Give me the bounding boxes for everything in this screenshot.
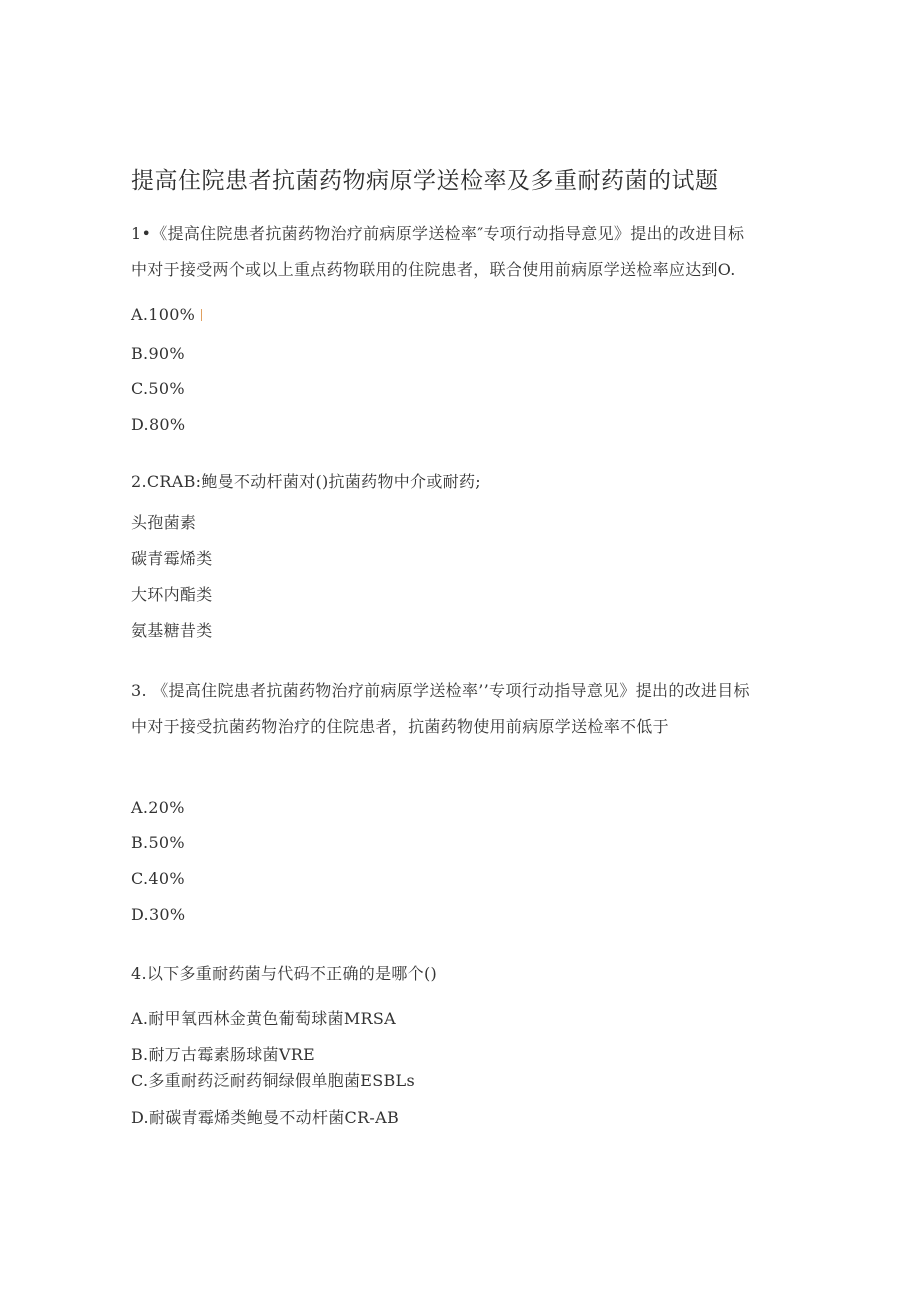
question-3-option-b: B.50%	[131, 833, 185, 852]
question-1-text-line-1: 1•《提高住院患者抗菌药物治疗前病原学送检率″专项行动指导意见》提出的改进目标	[131, 224, 745, 243]
question-3-text-line-2: 中对于接受抗菌药物治疗的住院患者，抗菌药物使用前病原学送检率不低于	[131, 717, 669, 736]
question-1-text-line-2: 中对于接受两个或以上重点药物联用的住院患者，联合使用前病原学送检率应达到O.	[131, 260, 736, 279]
question-3-option-a: A.20%	[131, 798, 185, 817]
question-1-option-b: B.90%	[131, 344, 185, 363]
question-3-text-line-1: 3. 《提高住院患者抗菌药物治疗前病原学送检率’’专项行动指导意见》提出的改进目标	[131, 681, 750, 700]
document-title: 提高住院患者抗菌药物病原学送检率及多重耐药菌的试题	[131, 168, 719, 194]
question-4-option-b: B.耐万古霉素肠球菌VRE	[131, 1045, 316, 1064]
question-2-option-2: 碳青霉烯类	[131, 549, 213, 568]
question-4-option-c: C.多重耐药泛耐药铜绿假单胞菌ESBLs	[131, 1071, 415, 1090]
question-4-option-d: D.耐碳青霉烯类鲍曼不动杆菌CR-AB	[131, 1108, 400, 1127]
question-1-option-a	[131, 305, 202, 325]
question-4-option-a: A.耐甲氧西林金黄色葡萄球菌MRSA	[131, 1009, 396, 1028]
text-cursor-mark	[201, 309, 202, 321]
question-1-option-c: C.50%	[131, 379, 185, 398]
question-2-option-4: 氨基糖昔类	[131, 621, 213, 640]
question-4-text-line-1: 4.以下多重耐药菌与代码不正确的是哪个()	[131, 964, 438, 983]
question-3-option-c: C.40%	[131, 869, 185, 888]
question-2-option-1: 头孢菌素	[131, 513, 197, 532]
question-1-option-a-label: A.100%	[131, 305, 196, 324]
question-2-text-line-1: 2.CRAB:鲍曼不动杆菌对()抗菌药物中介或耐药;	[131, 472, 481, 491]
question-2-option-3: 大环内酯类	[131, 585, 213, 604]
question-1-option-d: D.80%	[131, 415, 186, 434]
question-3-option-d: D.30%	[131, 905, 186, 924]
